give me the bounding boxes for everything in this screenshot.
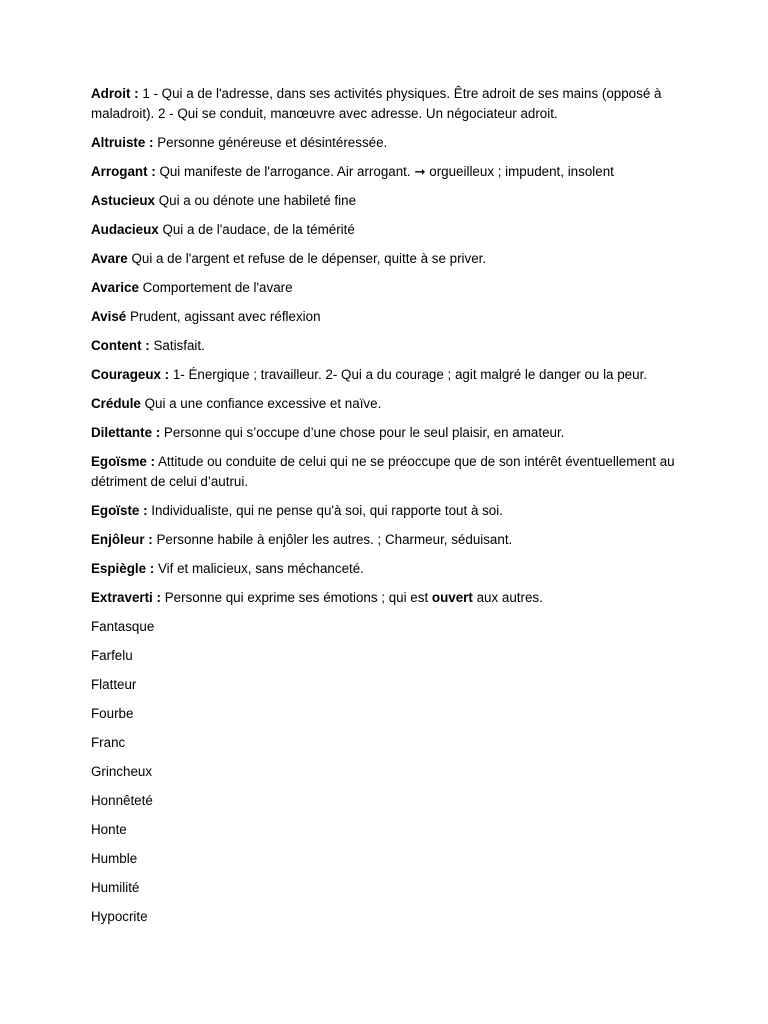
definition-entry [91, 530, 691, 550]
definition-term: Egoïste : [91, 503, 148, 518]
definition-entry [91, 452, 691, 492]
definition-term: Enjôleur : [91, 532, 153, 547]
definition-entry [91, 249, 691, 269]
definition-text: Qui a ou dénote une habileté fine [155, 193, 357, 208]
definition-term: Crédule [91, 396, 141, 411]
definition-term: Avarice [91, 280, 139, 295]
word-entry: Honnêteté [91, 793, 153, 808]
definition-text: Vif et malicieux, sans méchanceté. [154, 561, 364, 576]
definition-text: Qui a de l'audace, de la témérité [158, 222, 355, 237]
definition-entry [91, 162, 691, 182]
document-page [91, 84, 691, 936]
word-list [91, 617, 691, 927]
definition-text: Personne généreuse et désintéressée. [153, 135, 388, 150]
definition-text: Personne habile à enjôler les autres. ; Charmeur, séduisant. [152, 532, 513, 547]
definition-text: Qui manifeste de l'arrogance. Air arrogant. ➞ orgueilleux ; impudent, insolent [155, 164, 614, 179]
word-entry: Humble [91, 851, 138, 866]
definition-term: Altruiste : [91, 135, 154, 150]
definition-term: Egoïsme : [91, 454, 155, 469]
definition-entry [91, 191, 691, 211]
definition-entry [91, 278, 691, 298]
definition-text: Satisfait. [149, 338, 205, 353]
definition-term: Avisé [91, 309, 127, 324]
definition-text: Personne qui exprime ses émotions ; qui est [160, 590, 432, 605]
definition-entry [91, 220, 691, 240]
definition-text: Personne qui s’occupe d’une chose pour le seul plaisir, en amateur. [160, 425, 565, 440]
definition-term: Espiègle : [91, 561, 155, 576]
definition-term: Extraverti : [91, 590, 161, 605]
definition-entry [91, 84, 691, 124]
definition-text: Qui a une confiance excessive et naïve. [140, 396, 382, 411]
definition-term: Dilettante : [91, 425, 161, 440]
word-entry: Farfelu [91, 648, 133, 663]
word-entry: Franc [91, 735, 126, 750]
definition-entry [91, 394, 691, 414]
definition-term: Content : [91, 338, 150, 353]
definition-term: Avare [91, 251, 128, 266]
definition-entry [91, 133, 691, 153]
definition-entry [91, 423, 691, 443]
definition-entry [91, 307, 691, 327]
word-entry: Humilité [91, 880, 140, 895]
definition-text: 1 - Qui a de l'adresse, dans ses activités physiques. Être adroit de ses mains (opposé à maladroit). 2 - Qui se conduit, manœuvre avec adresse. Un négociateur adroit. [91, 86, 662, 121]
definition-term: Courageux : [91, 367, 170, 382]
word-entry: Hypocrite [91, 909, 148, 924]
definition-entry [91, 501, 691, 521]
definition-term: Audacieux [91, 222, 159, 237]
definition-text: Individualiste, qui ne pense qu'à soi, qui rapporte tout à soi. [147, 503, 503, 518]
definition-term: Adroit : [91, 86, 139, 101]
definition-list [91, 84, 691, 579]
word-entry: Fourbe [91, 706, 134, 721]
word-entry: Grincheux [91, 764, 153, 779]
definition-term: Astucieux [91, 193, 155, 208]
definition-entry-extraverti [91, 588, 691, 608]
definition-text: Qui a de l'argent et refuse de le dépenser, quitte à se priver. [127, 251, 487, 266]
definition-text: aux autres. [472, 590, 543, 605]
definition-text: Prudent, agissant avec réflexion [126, 309, 321, 324]
definition-text: Attitude ou conduite de celui qui ne se préoccupe que de son intérêt éventuellement au détriment de celui d’autrui. [91, 454, 675, 489]
definition-emphasis: ouvert [431, 590, 473, 605]
word-entry: Fantasque [91, 619, 155, 634]
definition-entry [91, 365, 691, 385]
definition-entry [91, 559, 691, 579]
definition-term: Arrogant : [91, 164, 156, 179]
definition-text: Comportement de l'avare [138, 280, 293, 295]
word-entry: Flatteur [91, 677, 137, 692]
word-entry: Honte [91, 822, 127, 837]
definition-entry [91, 336, 691, 356]
definition-text: 1- Énergique ; travailleur. 2- Qui a du courage ; agit malgré le danger ou la peur. [169, 367, 648, 382]
